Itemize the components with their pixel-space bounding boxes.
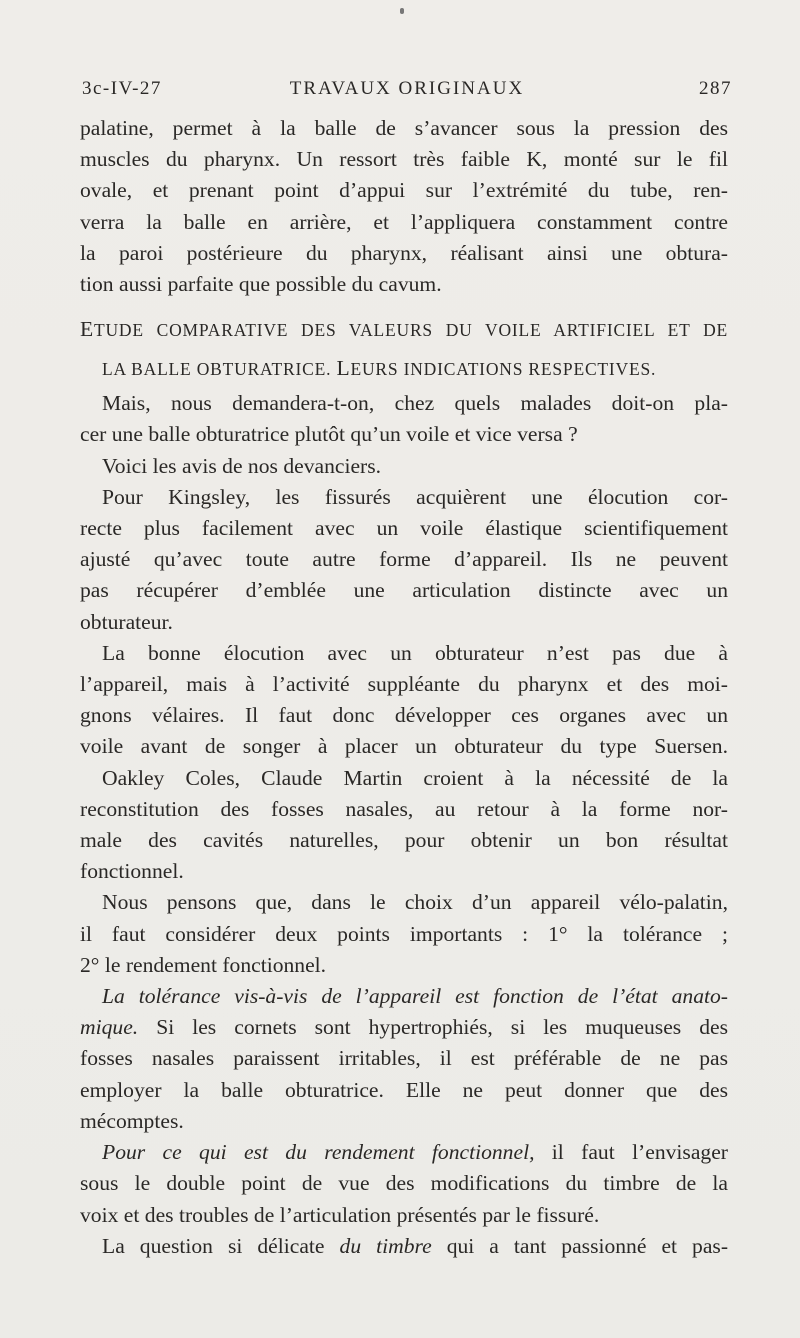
text-line: la paroi postérieure du pharynx, réalisant ainsi une obtura- <box>80 240 728 265</box>
text-line: ovale, et prenant point d’appui sur l’extrémité du tube, ren- <box>80 178 728 203</box>
text-line <box>80 1137 728 1168</box>
italic-text: La tolérance vis-à-vis de l’appareil est fonction de l’état anato- <box>102 984 728 1009</box>
running-header <box>82 78 732 108</box>
text-span: La question si délicate <box>102 1233 340 1258</box>
heading-line: LA BALLE OBTURATRICE. LEURS INDICATIONS RESPECTIVES. <box>102 356 657 381</box>
text-line: pas récupérer d’emblée une articulation distincte avec un <box>80 578 728 603</box>
text-line: l’appareil, mais à l’activité suppléante du pharynx et des moi- <box>80 672 728 697</box>
paragraph <box>80 981 728 1137</box>
text-line: Pour Kingsley, les fissurés acquièrent une élocution cor- <box>102 484 728 509</box>
paragraph <box>80 1137 728 1231</box>
text-line: fosses nasales paraissent irritables, il est préférable de ne pas <box>80 1046 728 1071</box>
text-line <box>80 1231 728 1262</box>
text-line: voile avant de songer à placer un obturateur du type Suersen. <box>80 734 728 759</box>
text-line: muscles du pharynx. Un ressort très faible K, monté sur le fil <box>80 147 728 172</box>
text-line: mécomptes. <box>80 1108 184 1133</box>
paragraph <box>80 638 728 763</box>
text-line: employer la balle obturatrice. Elle ne peut donner que des <box>80 1077 728 1102</box>
paragraph <box>80 451 728 482</box>
paragraph <box>80 388 728 450</box>
text-line: reconstitution des fosses nasales, au retour à la forme nor- <box>80 796 728 821</box>
section-heading <box>80 314 728 384</box>
text-line: tion aussi parfaite que possible du cavum. <box>80 272 442 297</box>
text-line: Voici les avis de nos devanciers. <box>102 453 382 478</box>
text-line: verra la balle en arrière, et l’appliquera constamment contre <box>80 209 728 234</box>
text-line: Nous pensons que, dans le choix d’un appareil vélo-palatin, <box>102 890 728 915</box>
text-line <box>80 1012 728 1043</box>
text-line <box>80 981 728 1012</box>
text-line: ajusté qu’avec toute autre forme d’appareil. Ils ne peuvent <box>80 547 728 572</box>
paragraph <box>80 113 728 300</box>
text-line: Mais, nous demandera-t-on, chez quels malades doit-on pla- <box>102 391 728 416</box>
text-span: Si les cornets sont hypertrophiés, si les muqueuses des <box>138 1015 728 1040</box>
text-line: cer une balle obturatrice plutôt qu’un voile et vice versa ? <box>80 422 578 447</box>
text-line: il faut considérer deux points importants : 1° la tolérance ; <box>80 921 728 946</box>
text-line: voix et des troubles de l’articulation présentés par le fissuré. <box>80 1202 600 1227</box>
paragraph <box>80 1231 728 1262</box>
text-span: il faut l’envisager <box>534 1140 728 1165</box>
italic-text: mique. <box>80 1015 139 1040</box>
header-date: 3c-IV-27 <box>82 78 162 99</box>
paragraph <box>80 763 728 888</box>
paragraph <box>80 482 728 638</box>
text-line: obturateur. <box>80 609 173 634</box>
ink-speck <box>400 8 404 14</box>
text-line: recte plus facilement avec un voile élastique scientifiquement <box>80 516 728 541</box>
italic-text: Pour ce qui est du rendement fonctionnel, <box>102 1140 535 1165</box>
page-body <box>80 113 728 1262</box>
header-title: TRAVAUX ORIGINAUX <box>289 78 525 99</box>
text-line: fonctionnel. <box>80 859 184 884</box>
text-line: gnons vélaires. Il faut donc développer ces organes avec un <box>80 703 728 728</box>
page-number: 287 <box>699 78 732 99</box>
text-line: sous le double point de vue des modifications du timbre de la <box>80 1171 728 1196</box>
text-span: qui a tant passionné et pas- <box>431 1233 729 1258</box>
heading-line: ETUDE COMPARATIVE DES VALEURS DU VOILE ARTIFICIEL ET DE <box>80 317 728 342</box>
paragraph <box>80 887 728 981</box>
italic-text: du timbre <box>339 1233 432 1258</box>
text-line: La bonne élocution avec un obturateur n’est pas due à <box>102 640 728 665</box>
text-line: male des cavités naturelles, pour obtenir un bon résultat <box>80 828 728 853</box>
text-line: Oakley Coles, Claude Martin croient à la nécessité de la <box>102 765 728 790</box>
text-line: 2° le rendement fonctionnel. <box>80 952 327 977</box>
text-line: palatine, permet à la balle de s’avancer sous la pression des <box>80 116 728 140</box>
